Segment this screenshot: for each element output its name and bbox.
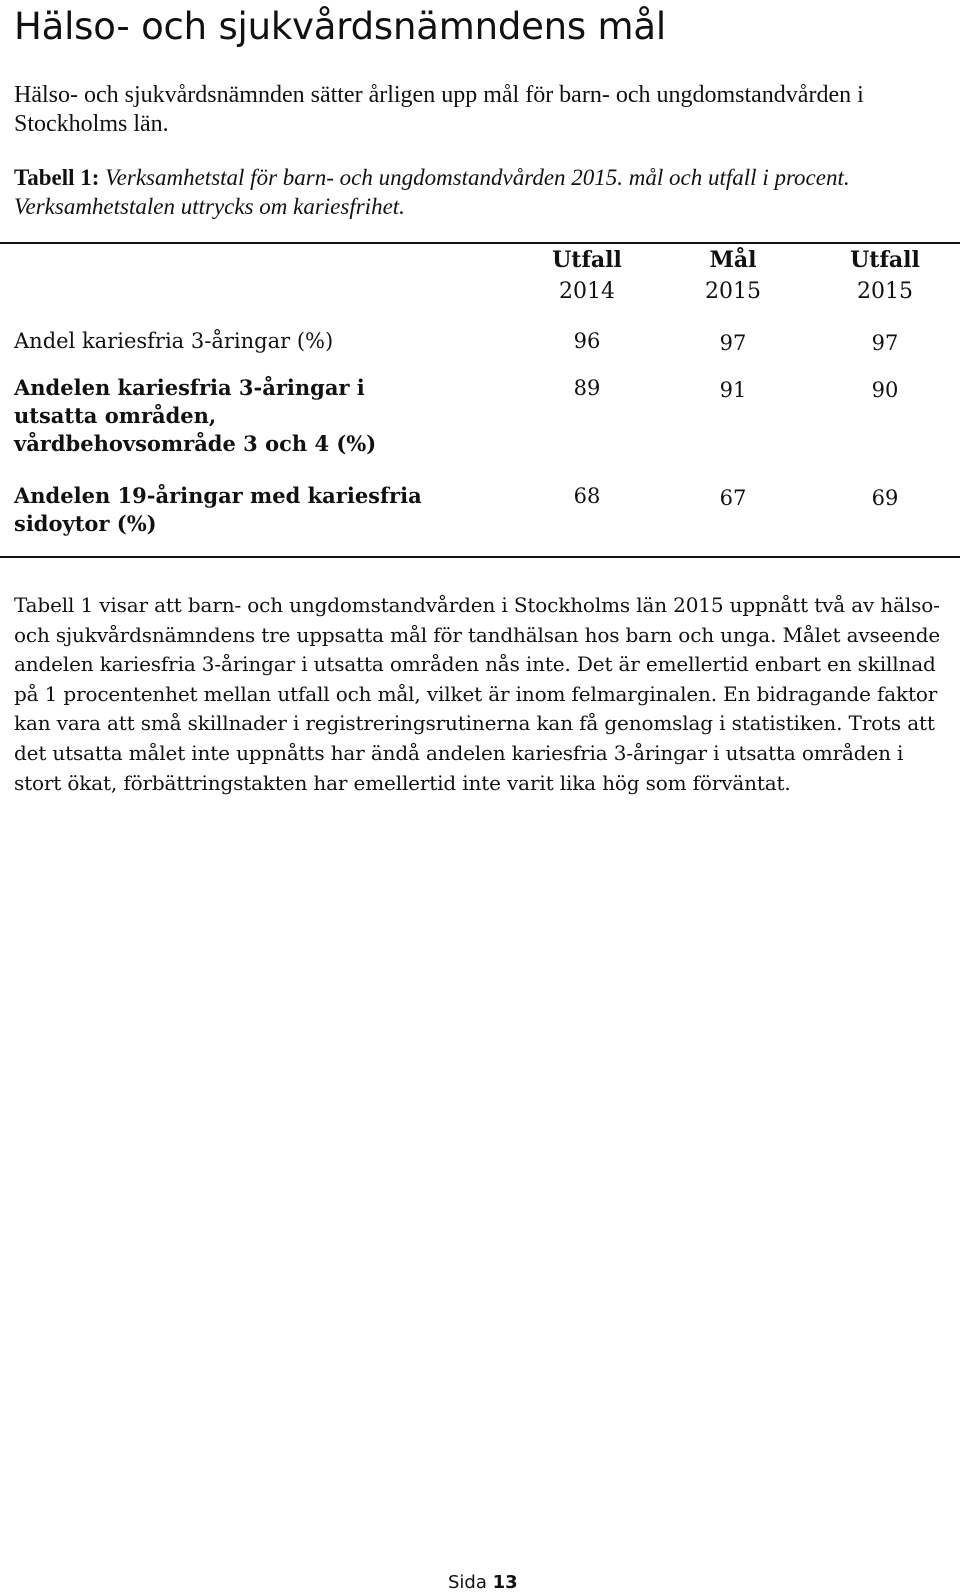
table-cell: 67 bbox=[719, 486, 747, 510]
table-row-label: Andel kariesfria 3-åringar (%) bbox=[14, 329, 334, 353]
column-header-year: 2015 bbox=[857, 279, 913, 304]
footer-label: Sida bbox=[448, 1572, 487, 1593]
table-top-rule bbox=[0, 242, 960, 244]
table-cell: 69 bbox=[871, 486, 899, 510]
page-footer bbox=[448, 1572, 518, 1594]
table-cell: 97 bbox=[719, 331, 747, 355]
column-header-title: Utfall bbox=[552, 247, 622, 273]
table-cell: 97 bbox=[871, 331, 899, 355]
column-header-mal-2015 bbox=[673, 244, 793, 308]
page-title: Hälso- och sjukvårdsnämndens mål bbox=[14, 5, 666, 48]
table-caption bbox=[14, 163, 914, 221]
column-header-year: 2014 bbox=[559, 279, 615, 304]
column-header-year: 2015 bbox=[705, 279, 761, 304]
table-caption-label: Tabell 1: bbox=[14, 165, 100, 190]
table-caption-text: Verksamhetstal för barn- och ungdomstandvården 2015. mål och utfall i procent. Verksamhetstalen uttrycks om kariesfrihet. bbox=[14, 165, 850, 219]
table-bottom-rule bbox=[0, 556, 960, 558]
table-cell: 91 bbox=[719, 378, 747, 402]
body-paragraph: Tabell 1 visar att barn- och ungdomstandvården i Stockholms län 2015 uppnått två av hälso- och sjukvårdsnämndens tre uppsatta mål för tandhälsan hos barn och unga. Målet avseende andelen kariesfria 3-åringar i utsatta områden nås inte. Det är emellertid enbart en skillnad på 1 procentenhet mellan utfall och mål, vilket är inom felmarginalen. En bidragande faktor kan vara att små skillnader i registreringsrutinerna kan få genomslag i statistiken. Trots att det utsatta målet inte uppnåtts har ändå andelen kariesfria 3-åringar i utsatta områden i stort ökat, förbättringstakten har emellertid inte varit lika hög som förväntat. bbox=[14, 593, 941, 795]
column-header-title: Mål bbox=[709, 247, 757, 273]
table-cell: 90 bbox=[871, 378, 899, 402]
page-number: 13 bbox=[492, 1572, 518, 1593]
intro-paragraph: Hälso- och sjukvårdsnämnden sätter årligen upp mål för barn- och ungdomstandvården i Stockholms län. bbox=[14, 82, 864, 137]
column-header-utfall-2015 bbox=[825, 244, 945, 308]
table-cell: 68 bbox=[573, 484, 601, 508]
table-row-label: Andelen 19-åringar med kariesfria sidoytor (%) bbox=[14, 483, 422, 536]
column-header-title: Utfall bbox=[850, 247, 920, 273]
table-cell: 89 bbox=[573, 376, 601, 400]
table-row-label: Andelen kariesfria 3-åringar i utsatta områden, vårdbehovsområde 3 och 4 (%) bbox=[14, 375, 377, 456]
column-header-utfall-2014 bbox=[527, 244, 647, 308]
table-cell: 96 bbox=[573, 329, 601, 353]
